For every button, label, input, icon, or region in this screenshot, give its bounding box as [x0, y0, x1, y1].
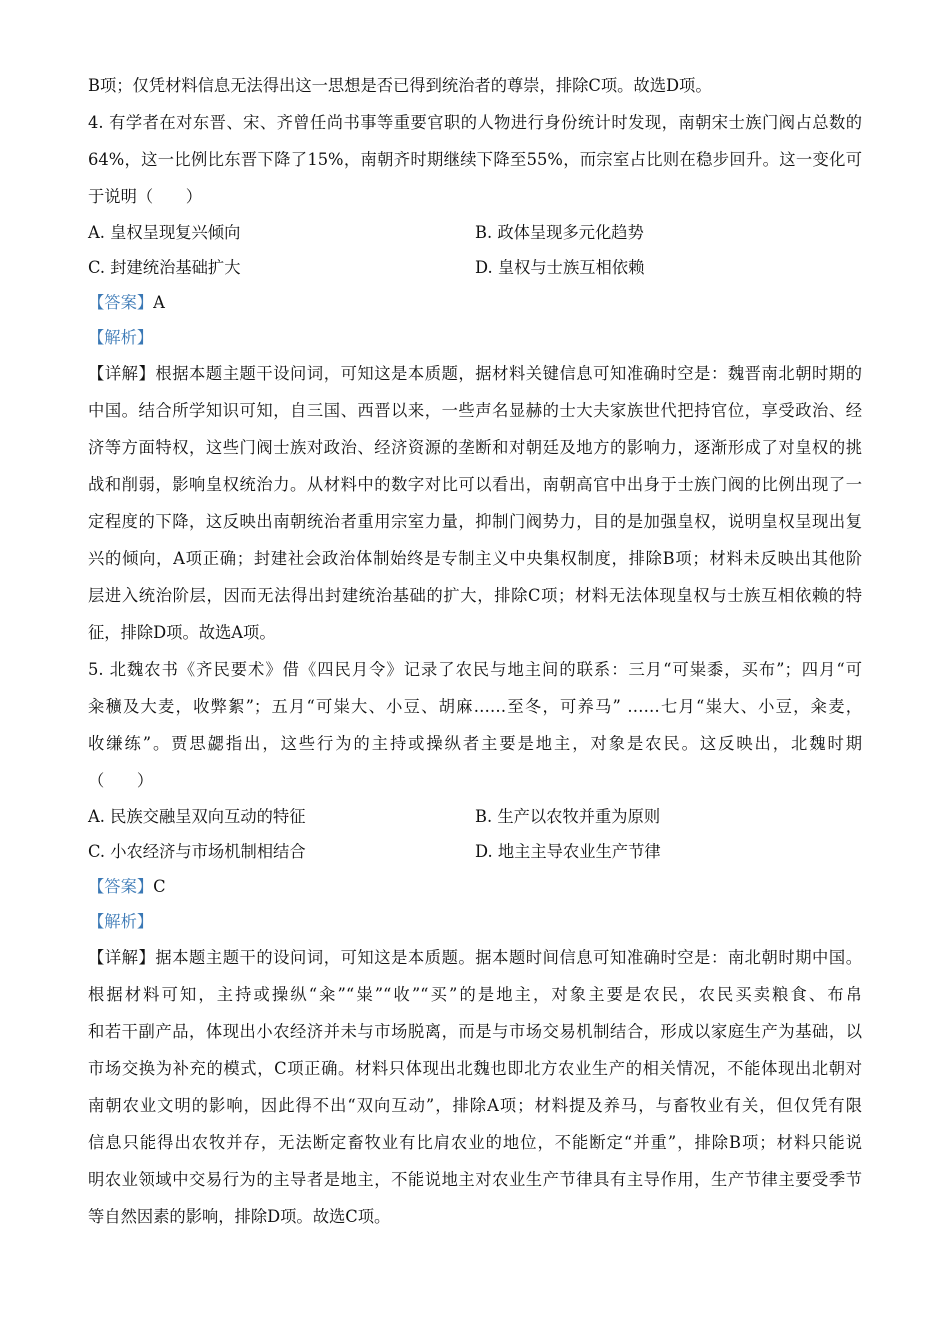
option-a: A. 皇权呈现复兴倾向: [88, 223, 241, 242]
analysis-line: [88, 904, 862, 939]
detail-line: 明农业领域中交易行为的主导者是地主，不能说地主对农业生产节律具有主导作用，生产节律主要受季节: [88, 1170, 862, 1189]
question-4: [88, 104, 862, 651]
answer-tag: 【答案】: [88, 293, 154, 312]
answer-value: A: [153, 293, 165, 312]
options-row: [88, 799, 862, 834]
detail-line: 等自然因素的影响，排除D项。故选C项。: [88, 1207, 391, 1226]
detail-line: 层进入统治阶层，因而无法得出封建统治基础的扩大，排除C项；材料无法体现皇权与士族互相依赖的特: [88, 586, 862, 605]
option-b: B. 生产以农牧并重为原则: [475, 807, 661, 826]
detail-line: 中国。结合所学知识可知，自三国、西晋以来，一些声名显赫的士大夫家族世代把持官位，享受政治、经: [88, 401, 862, 420]
question-stem-line: 5. 北魏农书《齐民要术》借《四民月令》记录了农民与地主间的联系：三月“可粜黍，买布”；四月“可: [88, 660, 862, 679]
detail-line: 和若干副产品，体现出小农经济并未与市场脱离，而是与市场交易机制结合，形成以家庭生产为基础，以: [88, 1022, 862, 1041]
question-stem-line: 籴穬及大麦，收弊絮”；五月“可粜大、小豆、胡麻……至冬，可养马” ……七月“粜大、小豆，籴麦，: [88, 697, 862, 716]
answer-value: C: [153, 877, 166, 896]
option-a: A. 民族交融呈双向互动的特征: [88, 807, 306, 826]
option-c: C. 小农经济与市场机制相结合: [88, 842, 306, 861]
question-5: [88, 651, 862, 1235]
answer-tag: 【答案】: [88, 877, 154, 896]
options-row: [88, 834, 862, 869]
analysis-tag: 【解析】: [88, 328, 154, 347]
detail-line: 兴的倾向，A项正确；封建社会政治体制始终是专制主义中央集权制度，排除B项；材料未反映出其他阶: [88, 549, 862, 568]
option-d: D. 地主主导农业生产节律: [475, 842, 661, 861]
question-stem-line: 收缣练”。贾思勰指出，这些行为的主持或操纵者主要是地主，对象是农民。这反映出，北魏时期: [88, 734, 862, 753]
answer-line: [88, 285, 862, 320]
detail-line: 【详解】据本题主题干的设问词，可知这是本质题。据本题时间信息可知准确时空是：南北朝时期中国。: [88, 948, 862, 967]
detail-line: 市场交换为补充的模式，C项正确。材料只体现出北魏也即北方农业生产的相关情况，不能体现出北朝对: [88, 1059, 862, 1078]
detail-line: 南朝农业文明的影响，因此得不出“双向互动”，排除A项；材料提及养马，与畜牧业有关，但仅凭有限: [88, 1096, 862, 1115]
detail-line: 定程度的下降，这反映出南朝统治者重用宗室力量，抑制门阀势力，目的是加强皇权，说明皇权呈现出复: [88, 512, 862, 531]
question-stem-line: 4. 有学者在对东晋、宋、齐曾任尚书事等重要官职的人物进行身份统计时发现，南朝宋士族门阀占总数的: [88, 113, 862, 132]
analysis-line: [88, 320, 862, 355]
analysis-tag: 【解析】: [88, 912, 154, 931]
options-row: [88, 215, 862, 250]
options-row: [88, 250, 862, 285]
prev-answer-tail: B项；仅凭材料信息无法得出这一思想是否已得到统治者的尊崇，排除C项。故选D项。: [88, 76, 712, 95]
detail-line: 战和削弱，影响皇权统治力。从材料中的数字对比可以看出，南朝高官中出身于士族门阀的比例出现了一: [88, 475, 862, 494]
detail-line: 根据材料可知，主持或操纵“籴”“粜”“收”“买”的是地主，对象主要是农民，农民买卖粮食、布帛: [88, 985, 862, 1004]
document-page: [88, 67, 862, 1235]
detail-line: 济等方面特权，这些门阀士族对政治、经济资源的垄断和对朝廷及地方的影响力，逐渐形成了对皇权的挑: [88, 438, 862, 457]
detail-line: 【详解】根据本题主题干设问词，可知这是本质题，据材料关键信息可知准确时空是：魏晋南北朝时期的: [88, 364, 862, 383]
option-d: D. 皇权与士族互相依赖: [475, 258, 645, 277]
detail-line: 征，排除D项。故选A项。: [88, 623, 276, 642]
question-stem-line: 64%，这一比例比东晋下降了15%，南朝齐时期继续下降至55%，而宗室占比则在稳步回升。这一变化可: [88, 150, 862, 169]
option-c: C. 封建统治基础扩大: [88, 258, 241, 277]
detail-line: 信息只能得出农牧并存，无法断定畜牧业有比肩农业的地位，不能断定“并重”，排除B项；材料只能说: [88, 1133, 862, 1152]
answer-line: [88, 869, 862, 904]
question-stem-line: 于说明（ ）: [88, 187, 202, 206]
option-b: B. 政体呈现多元化趋势: [475, 223, 644, 242]
question-stem-line: （ ）: [88, 771, 154, 790]
